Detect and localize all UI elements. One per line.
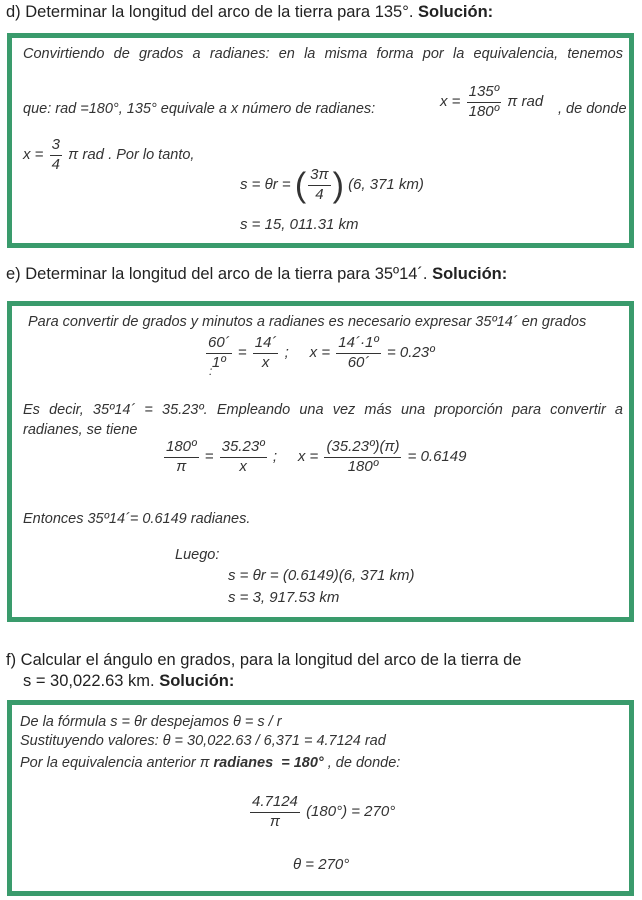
g3-numerator: (35.23º)(π)	[324, 438, 401, 458]
section-d-heading-text: d) Determinar la longitud del arco de la tierra para 135°.	[6, 3, 414, 21]
section-d-s-equation	[240, 166, 424, 205]
x-lhs: x =	[309, 344, 331, 362]
section-e-proportion	[204, 334, 435, 373]
line3-suffix: , de donde:	[327, 755, 401, 771]
g1-fraction	[164, 438, 199, 477]
line3-pi: π	[199, 755, 210, 771]
f2-numerator: 14´	[253, 334, 279, 354]
fr-fraction	[250, 793, 300, 832]
section-f-line2: Sustituyendo valores: θ = 30,022.63 / 6,371 = 4.7124 rad	[20, 733, 386, 749]
x-lhs: x =	[440, 93, 461, 111]
g2-numerator: 35.23º	[220, 438, 267, 458]
res-fraction-numerator: 3	[50, 136, 62, 156]
section-f-line1: De la fórmula s = θr despejamos θ = s / r	[20, 714, 282, 730]
section-d-heading	[6, 3, 493, 22]
s-fraction	[308, 166, 330, 205]
section-f-theta: θ = 270°	[293, 856, 350, 873]
section-e-solution-label: Solución:	[432, 265, 508, 283]
fr-denominator: π	[269, 812, 280, 830]
g3-denominator: 180º	[347, 457, 379, 475]
f2-fraction	[253, 334, 279, 373]
f3-fraction	[336, 334, 381, 373]
section-d-line1: Convirtiendo de grados a radianes: en la misma forma por la equivalencia, tenemos	[23, 46, 623, 62]
x-fraction	[467, 83, 502, 122]
s-tail: (6, 371 km)	[348, 176, 424, 194]
f2-denominator: x	[261, 353, 270, 371]
fr-numerator: 4.7124	[250, 793, 300, 813]
stray-colon: :	[209, 364, 213, 378]
section-f-heading-line2	[23, 672, 234, 691]
semicolon: ;	[272, 448, 277, 466]
left-paren: (	[294, 166, 307, 205]
x-fraction-denominator: 180º	[468, 102, 500, 120]
equals-sign: =	[204, 448, 214, 466]
g1-numerator: 180º	[164, 438, 199, 458]
x-lhs: x =	[297, 448, 319, 466]
g3-fraction	[324, 438, 401, 477]
section-d-box	[7, 33, 634, 248]
line3-radianes: radianes	[213, 755, 274, 771]
section-e-heading	[6, 265, 507, 284]
por-lo-tanto-text: . Por lo tanto,	[108, 147, 195, 164]
section-f-fraction-equation	[248, 793, 395, 832]
res-lhs: x =	[23, 146, 44, 164]
section-d-s-result: s = 15, 011.31 km	[240, 216, 359, 233]
section-d-result-x	[23, 136, 194, 175]
section-d-x-equation	[440, 83, 543, 122]
s-fraction-denominator: 4	[315, 185, 324, 203]
line3-180: = 180°	[281, 755, 324, 771]
section-e-line3: radianes, se tiene	[23, 422, 138, 438]
g2-fraction	[220, 438, 267, 477]
res-tail: π rad	[68, 146, 105, 164]
section-e-box	[7, 301, 634, 622]
section-e-heading-text: e) Determinar la longitud del arco de la tierra para 35º14´.	[6, 265, 428, 283]
section-e-luego: Luego:	[175, 547, 220, 563]
section-f-heading-value: s = 30,022.63 km.	[23, 672, 155, 690]
section-d-solution-label: Solución:	[418, 3, 494, 21]
section-e-s-result: s = 3, 917.53 km	[228, 589, 340, 606]
semicolon: ;	[284, 344, 289, 362]
f3-denominator: 60´	[347, 353, 370, 371]
x-fraction-numerator: 135º	[467, 83, 502, 103]
de-donde-text: , de donde	[558, 101, 627, 117]
x-result: = 0.23º	[386, 344, 435, 362]
section-e-entonces: Entonces 35º14´= 0.6149 radianes.	[23, 511, 251, 527]
section-d-line2: que: rad =180°, 135° equivale a x número de radianes:	[23, 101, 376, 117]
fr-tail: (180°) = 270°	[306, 803, 396, 821]
section-f-solution-label: Solución:	[159, 672, 235, 690]
s-fraction-numerator: 3π	[308, 166, 330, 186]
equals-sign: =	[237, 344, 247, 362]
section-f-line3	[20, 755, 400, 771]
section-f-box	[7, 700, 634, 896]
section-e-s-line: s = θr = (0.6149)(6, 371 km)	[228, 567, 415, 584]
x-tail: π rad	[507, 93, 544, 111]
f1-denominator: 1º	[211, 353, 226, 371]
section-f-heading-line1: f) Calcular el ángulo en grados, para la longitud del arco de la tierra de	[6, 651, 522, 669]
section-e-line2: Es decir, 35º14´ = 35.23º. Empleando una vez más una proporción para convertir a	[23, 402, 623, 418]
section-e-radian-proportion	[162, 438, 466, 477]
section-e-line1: Para convertir de grados y minutos a radianes es necesario expresar 35º14´ en grados	[28, 314, 587, 330]
res-fraction-denominator: 4	[51, 155, 60, 173]
s-lhs: s = θr =	[240, 176, 291, 194]
g2-denominator: x	[239, 457, 247, 475]
line3-prefix: Por la equivalencia anterior	[20, 755, 196, 771]
g-result: = 0.6149	[407, 448, 467, 466]
res-fraction	[50, 136, 62, 175]
g1-denominator: π	[176, 457, 187, 475]
f1-numerator: 60´	[206, 334, 232, 354]
f3-numerator: 14´·1º	[336, 334, 381, 354]
right-paren: )	[332, 166, 344, 205]
